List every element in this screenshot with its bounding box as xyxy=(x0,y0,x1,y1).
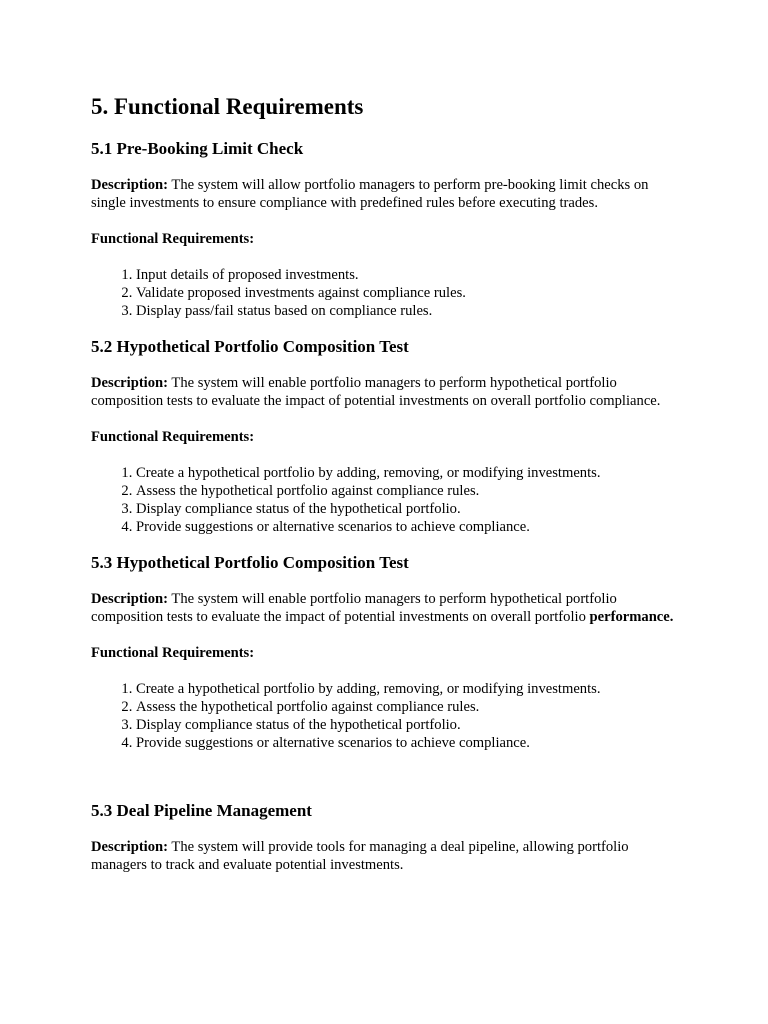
functional-requirements-label: Functional Requirements: xyxy=(91,231,255,247)
section-title: 5.1 Pre-Booking Limit Check xyxy=(91,139,304,158)
description-text: The system will provide tools for managing a deal pipeline, allowing portfolio managers to track and evaluate potential investments. xyxy=(91,839,629,873)
list-item: 4. Provide suggestions or alternative scenarios to achieve compliance. xyxy=(136,518,681,536)
section-description xyxy=(91,590,681,626)
functional-requirements-label: Functional Requirements: xyxy=(91,429,255,445)
list-item: 3. Display compliance status of the hypothetical portfolio. xyxy=(136,500,681,518)
list-item: 3. Display compliance status of the hypothetical portfolio. xyxy=(136,716,681,734)
description-label: Description: xyxy=(91,591,169,607)
list-item: 1. Input details of proposed investments. xyxy=(136,266,681,284)
document-page xyxy=(91,92,681,874)
list-item: 2. Validate proposed investments against compliance rules. xyxy=(136,284,681,302)
section-5-1 xyxy=(91,138,681,320)
section-description xyxy=(91,176,681,212)
section-description xyxy=(91,838,681,874)
list-item: 3. Display pass/fail status based on compliance rules. xyxy=(136,302,681,320)
document-title: 5. Functional Requirements xyxy=(91,94,364,119)
description-label: Description: xyxy=(91,375,169,391)
section-5-3-deal-pipeline xyxy=(91,800,681,874)
section-title: 5.3 Deal Pipeline Management xyxy=(91,801,312,820)
list-item: 1. Create a hypothetical portfolio by adding, removing, or modifying investments. xyxy=(136,464,681,482)
requirements-list xyxy=(91,680,681,752)
section-description xyxy=(91,374,681,410)
description-text: The system will enable portfolio managers to perform hypothetical portfolio composition tests to evaluate the impact of potential investments on overall portfolio xyxy=(91,591,617,625)
description-text: The system will allow portfolio managers to perform pre-booking limit checks on single investments to ensure compliance with predefined rules before executing trades. xyxy=(91,177,649,211)
description-label: Description: xyxy=(91,839,169,855)
list-item: 1. Create a hypothetical portfolio by adding, removing, or modifying investments. xyxy=(136,680,681,698)
section-5-3-composition xyxy=(91,552,681,752)
requirements-list xyxy=(91,464,681,536)
section-5-2 xyxy=(91,336,681,536)
section-title: 5.2 Hypothetical Portfolio Composition Test xyxy=(91,337,409,356)
list-item: 2. Assess the hypothetical portfolio against compliance rules. xyxy=(136,698,681,716)
section-title: 5.3 Hypothetical Portfolio Composition Test xyxy=(91,553,409,572)
functional-requirements-label: Functional Requirements: xyxy=(91,645,255,661)
description-text: The system will enable portfolio managers to perform hypothetical portfolio composition tests to evaluate the impact of potential investments on overall portfolio compliance. xyxy=(91,375,661,409)
description-bold-tail: performance. xyxy=(589,609,674,625)
requirements-list xyxy=(91,266,681,320)
list-item: 4. Provide suggestions or alternative scenarios to achieve compliance. xyxy=(136,734,681,752)
list-item: 2. Assess the hypothetical portfolio against compliance rules. xyxy=(136,482,681,500)
description-label: Description: xyxy=(91,177,169,193)
